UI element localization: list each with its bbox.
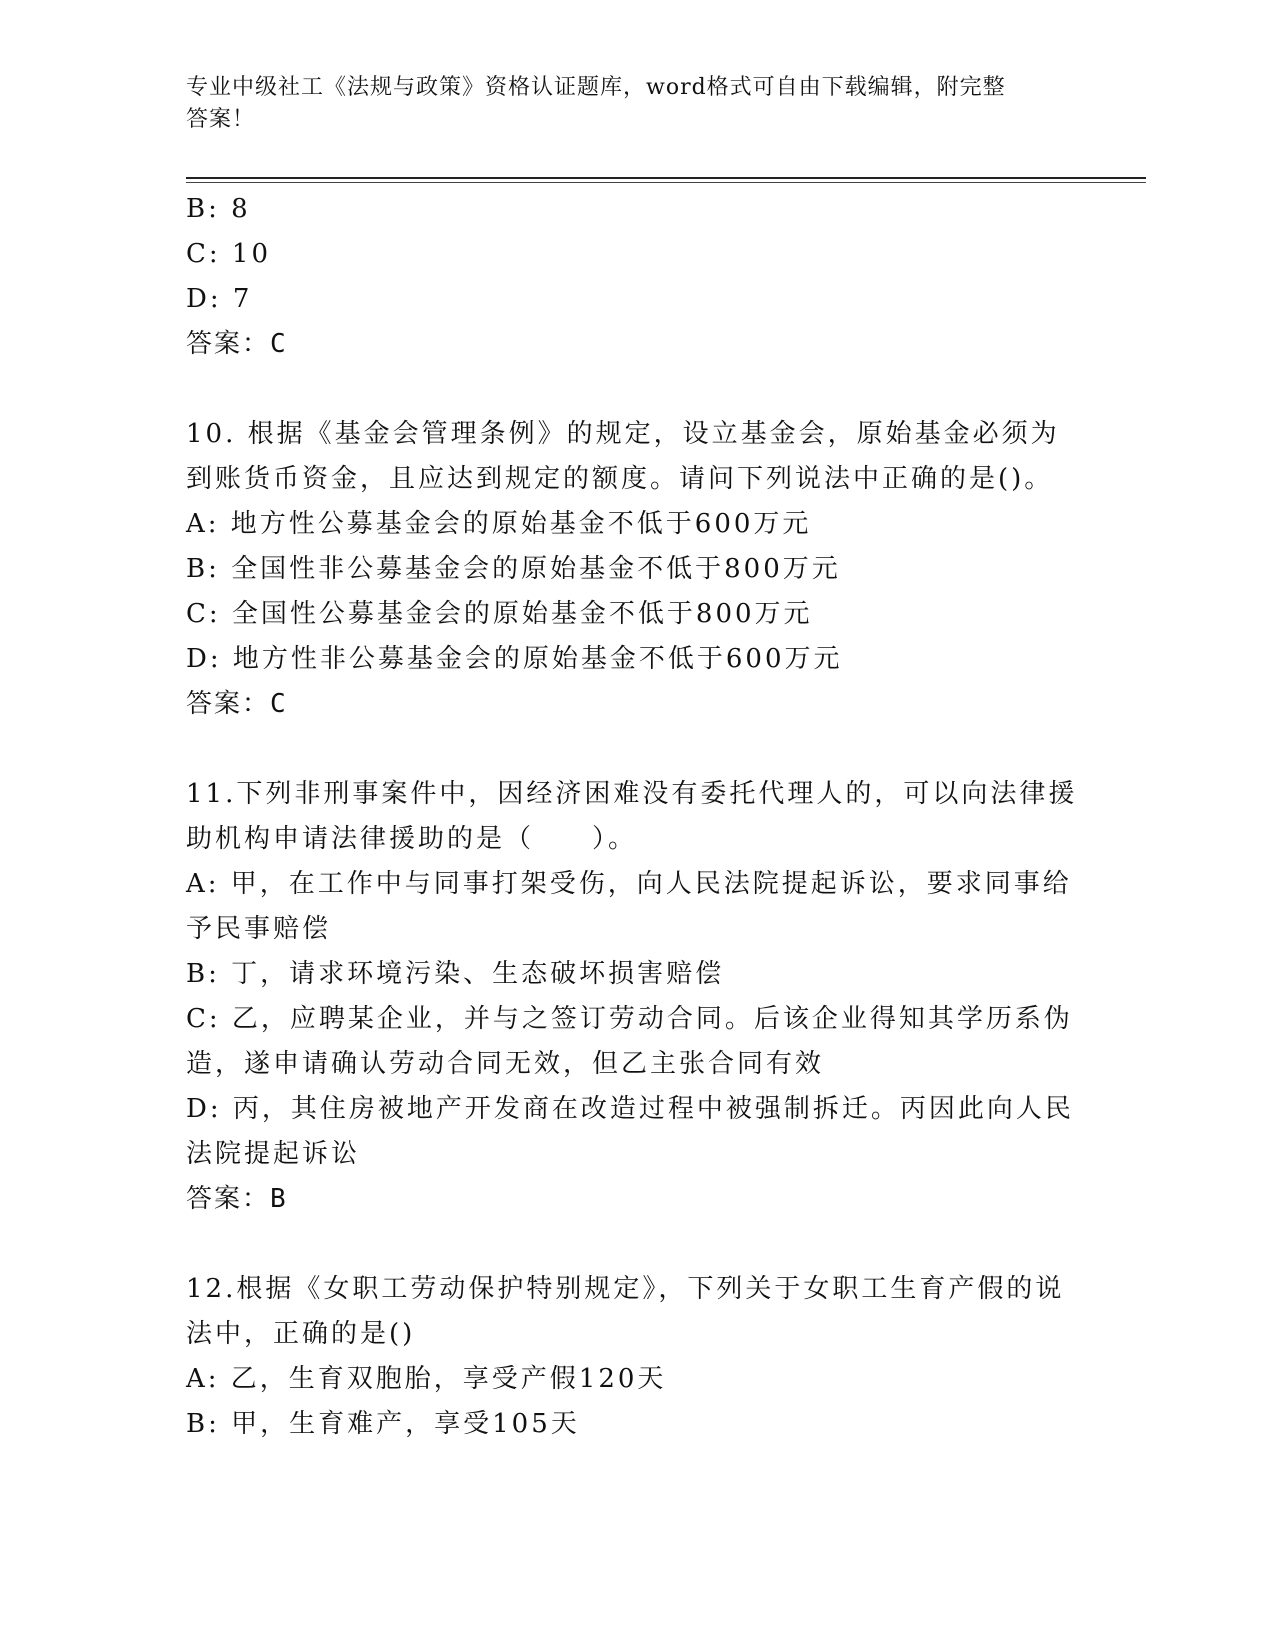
option-b: B: 全国性非公募基金会的原始基金不低于800万元 xyxy=(186,554,841,584)
header-divider-thick xyxy=(186,177,1146,179)
answer: 答案：B xyxy=(186,1184,288,1214)
header-divider-thin xyxy=(186,182,1146,183)
question-12 xyxy=(186,1267,1086,1447)
option-a: A: 甲，在工作中与同事打架受伤，向人民法院提起诉讼，要求同事给 xyxy=(186,869,1072,899)
option-a: A: 地方性公募基金会的原始基金不低于600万元 xyxy=(186,509,812,539)
option-b: B: 8 xyxy=(186,194,251,224)
option-b: B: 丁，请求环境污染、生态破坏损害赔偿 xyxy=(186,959,725,989)
option-c: C: 全国性公募基金会的原始基金不低于800万元 xyxy=(186,599,813,629)
answer: 答案：C xyxy=(186,689,288,719)
option-a: A: 乙，生育双胞胎，享受产假120天 xyxy=(186,1364,667,1394)
option-a-continued: 予民事赔偿 xyxy=(186,914,332,944)
question-stem: 到账货币资金，且应达到规定的额度。请问下列说法中正确的是()。 xyxy=(186,464,1054,494)
spacer xyxy=(186,1222,1086,1267)
option-c-continued: 造，遂申请确认劳动合同无效，但乙主张合同有效 xyxy=(186,1049,825,1079)
question-stem: 10. 根据《基金会管理条例》的规定，设立基金会，原始基金必须为 xyxy=(186,419,1060,449)
option-b: B: 甲，生育难产，享受105天 xyxy=(186,1409,580,1439)
option-d: D: 丙，其住房被地产开发商在改造过程中被强制拆迁。丙因此向人民 xyxy=(186,1094,1074,1124)
answer: 答案：C xyxy=(186,329,288,359)
header-line-2: 答案！ xyxy=(186,107,256,132)
question-10 xyxy=(186,412,1086,727)
previous-question xyxy=(186,187,1086,367)
header-line-1: 专业中级社工《法规与政策》资格认证题库，word格式可自由下载编辑，附完整 xyxy=(186,75,1006,100)
question-stem: 法中，正确的是() xyxy=(186,1319,416,1349)
question-list xyxy=(186,187,1086,1447)
option-c: C: 乙，应聘某企业，并与之签订劳动合同。后该企业得知其学历系伪 xyxy=(186,1004,1073,1034)
spacer xyxy=(186,367,1086,412)
option-c: C: 10 xyxy=(186,239,272,269)
question-11 xyxy=(186,772,1086,1222)
question-stem: 12.根据《女职工劳动保护特别规定》，下列关于女职工生育产假的说 xyxy=(186,1274,1065,1304)
question-stem: 助机构申请法律援助的是（ ）。 xyxy=(186,824,638,854)
option-d: D: 地方性非公募基金会的原始基金不低于600万元 xyxy=(186,644,843,674)
spacer xyxy=(186,727,1086,772)
option-d-continued: 法院提起诉讼 xyxy=(186,1139,361,1169)
option-d: D: 7 xyxy=(186,284,253,314)
question-stem: 11.下列非刑事案件中，因经济困难没有委托代理人的，可以向法律援 xyxy=(186,779,1078,809)
document-header xyxy=(186,72,1066,136)
